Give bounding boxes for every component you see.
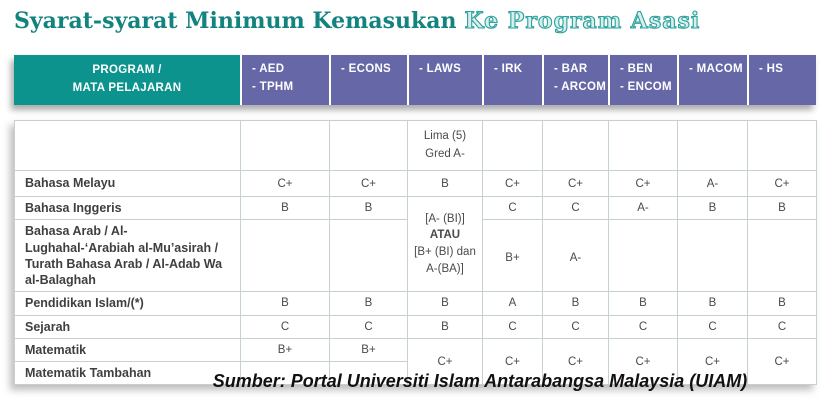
grade-cell: B — [408, 315, 483, 338]
grade-cell: C — [483, 315, 543, 338]
grade-cell: C+ — [483, 171, 543, 197]
laws-alternative-cell — [408, 197, 483, 292]
grade-cell-merged: C+ — [748, 338, 817, 385]
grade-cell: B — [609, 292, 678, 315]
page-title — [14, 8, 700, 34]
row-sejarah — [15, 315, 817, 338]
header-col-bar-arcom — [542, 55, 608, 105]
grade-cell: C+ — [330, 171, 408, 197]
row-label: Bahasa Melayu — [15, 171, 241, 197]
grade-cell-merged: C+ — [609, 338, 678, 385]
row-matematik — [15, 338, 817, 361]
grade-cell: C+ — [241, 171, 330, 197]
header-label: - ECONS — [341, 63, 392, 75]
empty-cell — [330, 121, 408, 171]
row-bahasa-melayu — [15, 171, 817, 197]
table-header-row — [14, 55, 816, 105]
header-col-hs — [747, 55, 816, 105]
empty-cell — [609, 220, 678, 292]
laws-alt-line4: A-(BA)] — [426, 262, 464, 275]
grade-cell: C — [678, 315, 748, 338]
grade-cell: C+ — [543, 171, 609, 197]
empty-cell — [609, 121, 678, 171]
header-corner-program-mata-pelajaran — [14, 55, 240, 105]
grade-cell-merged: C+ — [678, 338, 748, 385]
grade-cell: A- — [678, 171, 748, 197]
grade-cell: B — [748, 292, 817, 315]
grade-cell: C — [543, 315, 609, 338]
grade-cell: B+ — [241, 338, 330, 361]
row-label: Matematik — [15, 338, 241, 361]
header-label: - LAWS — [419, 63, 462, 75]
header-label: - BAR — [554, 63, 588, 75]
laws-alt-line3: [B+ (BI) dan — [414, 246, 476, 259]
header-label: - AED — [252, 63, 285, 75]
title-accent: Ke Program Asasi — [464, 8, 701, 34]
grade-cell: B — [330, 292, 408, 315]
row-bahasa-inggeris — [15, 197, 817, 220]
row-label: Bahasa Inggeris — [15, 197, 241, 220]
laws-alt-line2: ATAU — [429, 229, 461, 242]
grade-cell: B — [241, 197, 330, 220]
empty-cell — [483, 121, 543, 171]
header-col-laws — [407, 55, 482, 105]
row-label: Pendidikan Islam/(*) — [15, 292, 241, 315]
header-col-econs — [329, 55, 407, 105]
header-corner-line1: PROGRAM / — [92, 64, 162, 76]
header-corner-line2: MATA PELAJARAN — [72, 81, 182, 94]
empty-cell — [678, 220, 748, 292]
grade-cell-merged: C+ — [483, 338, 543, 385]
grade-cell: B — [408, 292, 483, 315]
grade-cell: B — [543, 292, 609, 315]
empty-cell — [748, 220, 817, 292]
grade-cell: C — [543, 197, 609, 220]
grade-cell: C — [483, 197, 543, 220]
laws-requirement-line2: Gred A- — [425, 147, 465, 160]
laws-requirement-line1: Lima (5) — [423, 130, 467, 143]
grade-cell: B — [748, 197, 817, 220]
grade-cell: A- — [543, 220, 609, 292]
header-label: - ARCOM — [554, 80, 607, 93]
grade-cell: C — [330, 315, 408, 338]
grade-cell: B+ — [483, 220, 543, 292]
row-laws-requirement — [15, 121, 817, 171]
empty-cell — [748, 121, 817, 171]
header-col-macom — [677, 55, 747, 105]
empty-label-cell — [15, 121, 241, 171]
header-label: - TPHM — [252, 80, 294, 93]
source-caption: Sumber: Portal Universiti Islam Antarabangsa Malaysia (UIAM) — [212, 371, 748, 391]
grade-cell: B — [241, 292, 330, 315]
empty-cell — [330, 220, 408, 292]
header-col-ben-encom — [608, 55, 677, 105]
empty-cell — [241, 121, 330, 171]
grade-cell: B — [678, 197, 748, 220]
grade-cell: B — [678, 292, 748, 315]
header-label: - ENCOM — [620, 80, 672, 93]
grade-cell: A — [483, 292, 543, 315]
requirements-table — [14, 120, 817, 385]
title-main: Syarat-syarat Minimum Kemasukan — [14, 8, 457, 34]
row-label: Bahasa Arab / Al-Lughahal-‘Arabiah al-Mu’asirah / Turath Bahasa Arab / Al-Adab Wa al-Balaghah — [15, 220, 241, 292]
header-label: - BEN — [620, 63, 653, 75]
header-label: - HS — [759, 63, 784, 75]
grade-cell: A- — [609, 197, 678, 220]
grade-cell: C — [241, 315, 330, 338]
empty-cell — [241, 220, 330, 292]
grade-cell: B — [408, 171, 483, 197]
grade-cell-merged: C+ — [408, 338, 483, 385]
header-col-aed-tphm — [240, 55, 329, 105]
empty-cell — [678, 121, 748, 171]
row-label: Matematik Tambahan — [15, 362, 241, 385]
header-col-irk — [482, 55, 542, 105]
grade-cell: C — [609, 315, 678, 338]
row-label: Sejarah — [15, 315, 241, 338]
grade-cell: C+ — [748, 171, 817, 197]
laws-requirement-cell — [408, 121, 483, 171]
empty-cell — [543, 121, 609, 171]
row-pendidikan-islam — [15, 292, 817, 315]
grade-cell: B+ — [330, 338, 408, 361]
grade-cell-merged: C+ — [543, 338, 609, 385]
grade-cell: C+ — [609, 171, 678, 197]
laws-alt-line1: [A- (BI)] — [425, 212, 465, 225]
header-label: - MACOM — [689, 63, 743, 75]
grade-cell: B — [330, 197, 408, 220]
header-label: - IRK — [494, 63, 523, 75]
grade-cell: C — [748, 315, 817, 338]
